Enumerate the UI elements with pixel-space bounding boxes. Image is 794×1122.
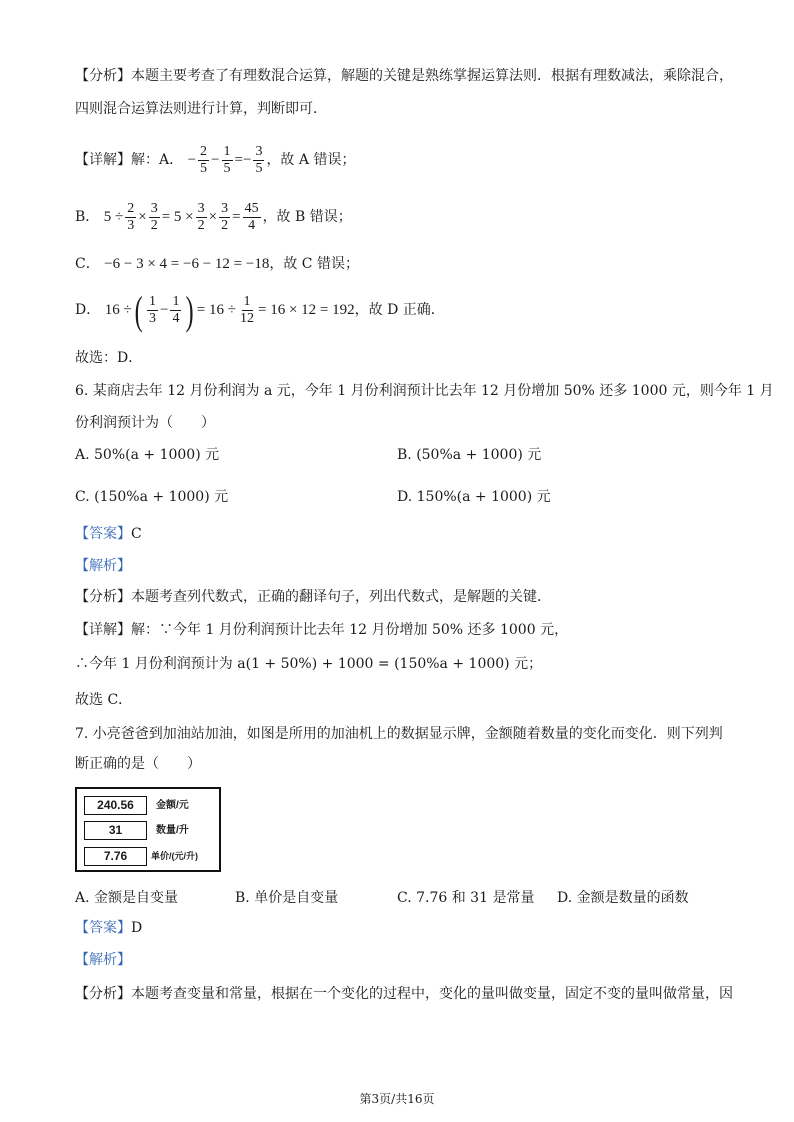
quantity-label: 数量/升 [156, 825, 189, 836]
q6-stem-text-1: 6. 某商店去年 12 月份利润为 a 元，今年 1 月份利润预计比去年 12 月份增加 50% 还多 1000 元，则今年 1 月 [75, 383, 774, 399]
q6-detail-text: 解：∵今年 1 月份利润预计比去年 12 月份增加 50% 还多 1000 元， [131, 622, 569, 638]
q5-b-expression: 5 ÷ $\frac{2}{3}$ × $\frac{3}{2}$ = 5 × $\frac{3}{2}$ × $\frac{3}{2}$ = $\frac{45}{4}$ [103, 201, 259, 234]
q5-choose [75, 348, 142, 368]
q6-stem-text-2: 份利润预计为（ ） [75, 415, 215, 431]
q5-a-tail: ，故 A 错误； [266, 152, 356, 168]
q5-d-tail: ，故 D 正确． [354, 302, 445, 318]
q7-stem-text-2: 断正确的是（ ） [75, 756, 201, 772]
q6-detail [75, 620, 568, 640]
q5-detail-prefix: 解：A． [131, 152, 184, 168]
analysis-tag: 【分析】 [75, 68, 131, 84]
q5-analysis-text-1: 本题主要考查了有理数混合运算，解题的关键是熟练掌握运算法则．根据有理数减法，乘除混合， [131, 68, 733, 84]
q5-a-expression: − $\frac{2}{5}$ − $\frac{1}{5}$ =− $\frac{3}{5}$ [187, 144, 263, 177]
q7-option-b: B. 单价是自变量 [235, 890, 339, 906]
q7-analysis-text: 本题考查变量和常量，根据在一个变化的过程中，变化的量叫做变量，固定不变的量叫做常量，因 [131, 986, 733, 1002]
price-value-box: 7.76 [84, 847, 147, 866]
answer-tag: 【答案】 [75, 920, 131, 936]
q5-c-tail: ，故 C 错误； [269, 256, 359, 272]
q6-choose-text: 故选 C． [75, 692, 133, 708]
q5-b-tail: ，故 B 错误； [262, 209, 352, 225]
q7-stem-line-2 [75, 754, 201, 774]
q7-explanation-heading [75, 950, 131, 970]
q6-stem-line-2 [75, 413, 215, 433]
q5-analysis-line-1 [75, 66, 733, 86]
q7-stem-text-1: 7. 小亮爸爸到加油站加油，如图是所用的加油机上的数据显示牌，金额随着数量的变化而变化．则下列判 [75, 726, 723, 742]
q5-d-expression: 16 ÷( $\frac{1}{3}$ − $\frac{1}{4}$ ) = 16 ÷ $\frac{1}{12}$ = 16 × 12 = 192 [104, 287, 355, 333]
q7-option-a: A. 金额是自变量 [75, 890, 179, 906]
q5-detail-b [75, 199, 352, 235]
q5-c-label: C． [75, 256, 100, 272]
q6-option-c: C. (150%a + 1000) 元 [75, 489, 229, 505]
amount-label: 金额/元 [156, 800, 189, 811]
price-label: 单价/(元/升) [151, 851, 198, 861]
q7-stem-line-1 [75, 724, 723, 744]
q7-option-c: C. 7.76 和 31 是常量 [397, 890, 535, 906]
fuel-pump-display [75, 787, 221, 872]
q6-answer-value: C [131, 526, 142, 542]
q5-d-label: D． [75, 302, 101, 318]
q5-analysis-line-2 [75, 99, 327, 119]
q5-analysis-text-2: 四则混合运算法则进行计算，判断即可． [75, 101, 327, 117]
page-number-footer: 第3页/共16页 [359, 1092, 435, 1106]
q6-stem-line-1 [75, 381, 774, 401]
detail-tag: 【详解】 [75, 622, 131, 638]
amount-value-box: 240.56 [84, 796, 147, 815]
q5-detail-a [75, 142, 355, 178]
q6-option-b: B. (50%a + 1000) 元 [397, 447, 542, 463]
q6-option-d: D. 150%(a + 1000) 元 [397, 489, 551, 505]
q7-analysis [75, 984, 733, 1004]
q6-answer [75, 524, 142, 544]
q6-option-a: A. 50%(a + 1000) 元 [75, 447, 220, 463]
q7-answer [75, 918, 142, 938]
q5-detail-d [75, 288, 445, 332]
q6-analysis [75, 587, 551, 607]
quantity-value-box: 31 [84, 821, 147, 840]
q7-answer-value: D [131, 920, 143, 936]
q6-therefore [75, 654, 542, 674]
detail-tag: 【详解】 [75, 152, 131, 168]
explanation-tag: 【解析】 [75, 952, 131, 968]
q5-choose-text: 故选：D． [75, 350, 143, 366]
explanation-tag: 【解析】 [75, 558, 131, 574]
q7-option-d: D. 金额是数量的函数 [557, 890, 689, 906]
analysis-tag: 【分析】 [75, 986, 131, 1002]
q6-choose [75, 690, 132, 710]
q6-explanation-heading [75, 556, 131, 576]
q5-detail-c [75, 254, 359, 274]
analysis-tag: 【分析】 [75, 589, 131, 605]
q6-therefore-text: ∴今年 1 月份利润预计为 a(1 + 50%) + 1000 = (150%a + 1000) 元； [75, 656, 543, 672]
answer-tag: 【答案】 [75, 526, 131, 542]
q6-analysis-text: 本题考查列代数式，正确的翻译句子，列出代数式，是解题的关键． [131, 589, 551, 605]
q5-b-label: B． [75, 209, 100, 225]
q5-c-expression: −6 − 3 × 4 = −6 − 12 = −18 [104, 256, 270, 272]
